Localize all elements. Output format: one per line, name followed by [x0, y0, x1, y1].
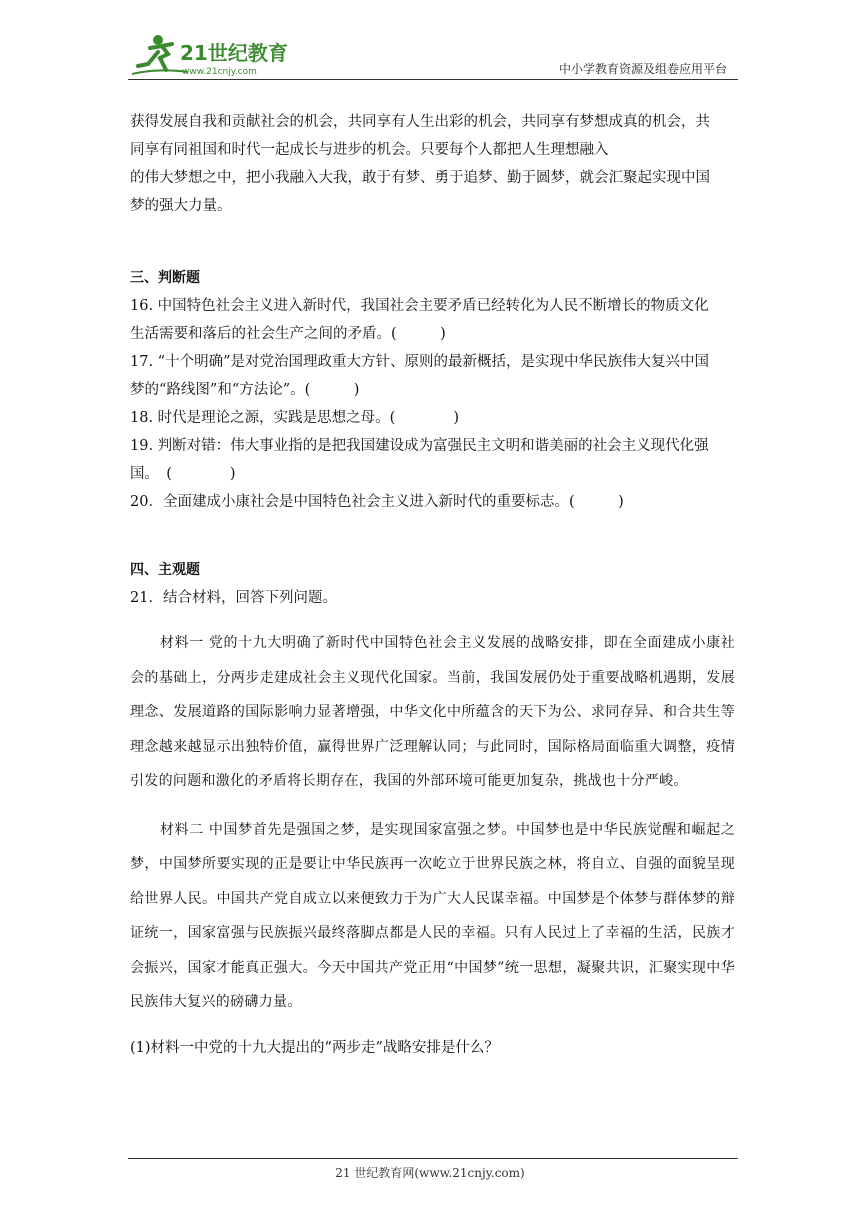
- question-18: 18. 时代是理论之源，实践是思想之母。( ): [130, 410, 459, 426]
- footer-divider: [128, 1158, 738, 1159]
- header-divider: [128, 79, 738, 80]
- logo-text: 21世纪教育: [180, 41, 288, 65]
- material-two: 材料二 中国梦首先是强国之梦，是实现国家富强之梦。中国梦也是中华民族觉醒和崛起之梦，中国梦所要实现的正是要让中华民族再一次屹立于世界民族之林，将自立、自强的面貌呈现给世界人民。中国共产党自成立以来便致力于为广大人民谋幸福。中国梦是个体梦与群体梦的辩证统一，国家富强与民族振兴最终落脚点都是人民的幸福。只有人民过上了幸福的生活，民族才会振兴，国家才能真正强大。今天中国共产党正用“中国梦”统一思想，凝聚共识，汇聚实现中华民族伟大复兴的磅礴力量。: [130, 821, 735, 1010]
- question-19-cont: 国。 ( ): [130, 466, 236, 482]
- page-content: [130, 108, 735, 1062]
- sub-question-1: (1)材料一中党的十九大提出的“两步走”战略安排是什么？: [130, 1039, 499, 1056]
- header-platform-text: 中小学教育资源及组卷应用平台: [558, 62, 727, 76]
- question-19: 19. 判断对错：伟大事业指的是把我国建设成为富强民主文明和谐美丽的社会主义现代化强: [130, 438, 709, 454]
- logo-url: www.21cnjy.com: [182, 67, 257, 77]
- question-17-cont: 梦的“路线图”和“方法论”。( ): [130, 382, 360, 398]
- intro-line: 同享有同祖国和时代一起成长与进步的机会。只要每个人都把人生理想融入: [130, 142, 609, 158]
- question-16: 16. 中国特色社会主义进入新时代，我国社会主要矛盾已经转化为人民不断增长的物质文化: [130, 298, 709, 314]
- question-16-cont: 生活需要和落后的社会生产之间的矛盾。( ): [130, 326, 446, 342]
- section-title-judgement: 三、判断题: [130, 270, 200, 286]
- question-17: 17. “十个明确”是对党治国理政重大方针、原则的最新概括，是实现中华民族伟大复兴中国: [130, 354, 709, 370]
- intro-line: 获得发展自我和贡献社会的机会，共同享有人生出彩的机会，共同享有梦想成真的机会，共: [130, 114, 710, 130]
- site-logo: [128, 30, 293, 80]
- question-20: 20．全面建成小康社会是中国特色社会主义进入新时代的重要标志。( ): [130, 494, 624, 510]
- intro-line: 的伟大梦想之中，把小我融入大我，敢于有梦、勇于追梦、勤于圆梦，就会汇聚起实现中国: [130, 170, 710, 186]
- section-title-subjective: 四、主观题: [130, 562, 200, 578]
- footer-text: 21 世纪教育网(www.21cnjy.com): [335, 1166, 525, 1180]
- material-one: 材料一 党的十九大明确了新时代中国特色社会主义发展的战略安排，即在全面建成小康社会的基础上，分两步走建成社会主义现代化国家。当前，我国发展仍处于重要战略机遇期，发展理念、发展道路的国际影响力显著增强，中华文化中所蕴含的天下为公、求同存异、和合共生等理念越来越显示出独特价值，赢得世界广泛理解认同；与此同时，国际格局面临重大调整，疫情引发的问题和激化的矛盾将长期存在，我国的外部环境可能更加复杂，挑战也十分严峻。: [130, 635, 735, 789]
- intro-line: 梦的强大力量。: [130, 198, 232, 214]
- question-21: 21．结合材料，回答下列问题。: [130, 590, 337, 606]
